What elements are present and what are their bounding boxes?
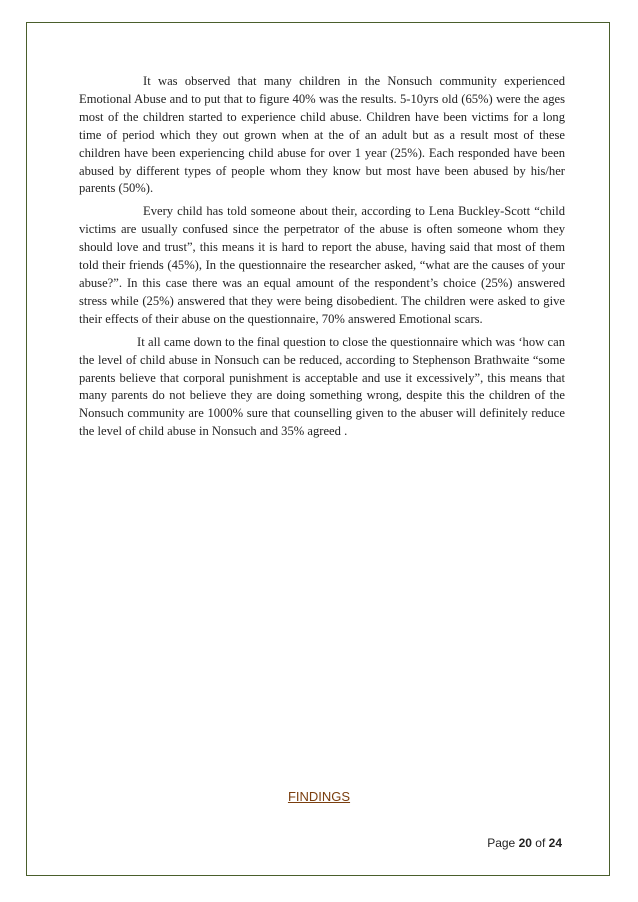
paragraph-disclosure: Every child has told someone about their, according to Lena Buckley-Scott “child victims are usually confused since the perpetrator of the abuse is often someone whom they should love and trust”, this means it is hard to report the abuse, having said that most of them told their friends (45%), In the questionnaire the researcher asked, “what are the causes of your abuse?”. In this case there was an equal amount of the respondent’s choice (25%) answered stress while (25%) answered that they were being disobedient. The children were asked to give their effects of their abuse on the questionnaire, 70% answered Emotional scars.: [79, 204, 565, 326]
paragraph-conclusion: It all came down to the final question to close the questionnaire which was ‘how can the level of child abuse in Nonsuch can be reduced, according to Stephenson Brathwaite “some parents believe that corporal punishment is acceptable and use it excessively”, this means that many parents do not believe they are doing something wrong, despite this the children of the Nonsuch community are 1000% sure that counselling given to the abuser will definitely reduce the level of child abuse in Nonsuch and 35% agreed .: [79, 334, 565, 439]
body-text: [79, 73, 565, 446]
current-page: 20: [518, 836, 532, 850]
page-number: [487, 836, 562, 850]
findings-heading: FINDINGS: [287, 789, 351, 804]
paragraph-observations: It was observed that many children in the Nonsuch community experienced Emotional Abuse and to put that to figure 40% was the results. 5-10yrs old (65%) were the ages most of the children started to experience child abuse. Children have been victims for a long time of period which they out grown when at the of an adult but as a result most of these children have been experiencing child abuse for over 1 year (25%). Each responded have been abused by different types of people whom they know but most have been abused by his/her parents (50%).: [79, 74, 565, 196]
page-word: Page: [487, 836, 516, 850]
total-pages: 24: [548, 836, 562, 850]
of-word: of: [535, 836, 546, 850]
